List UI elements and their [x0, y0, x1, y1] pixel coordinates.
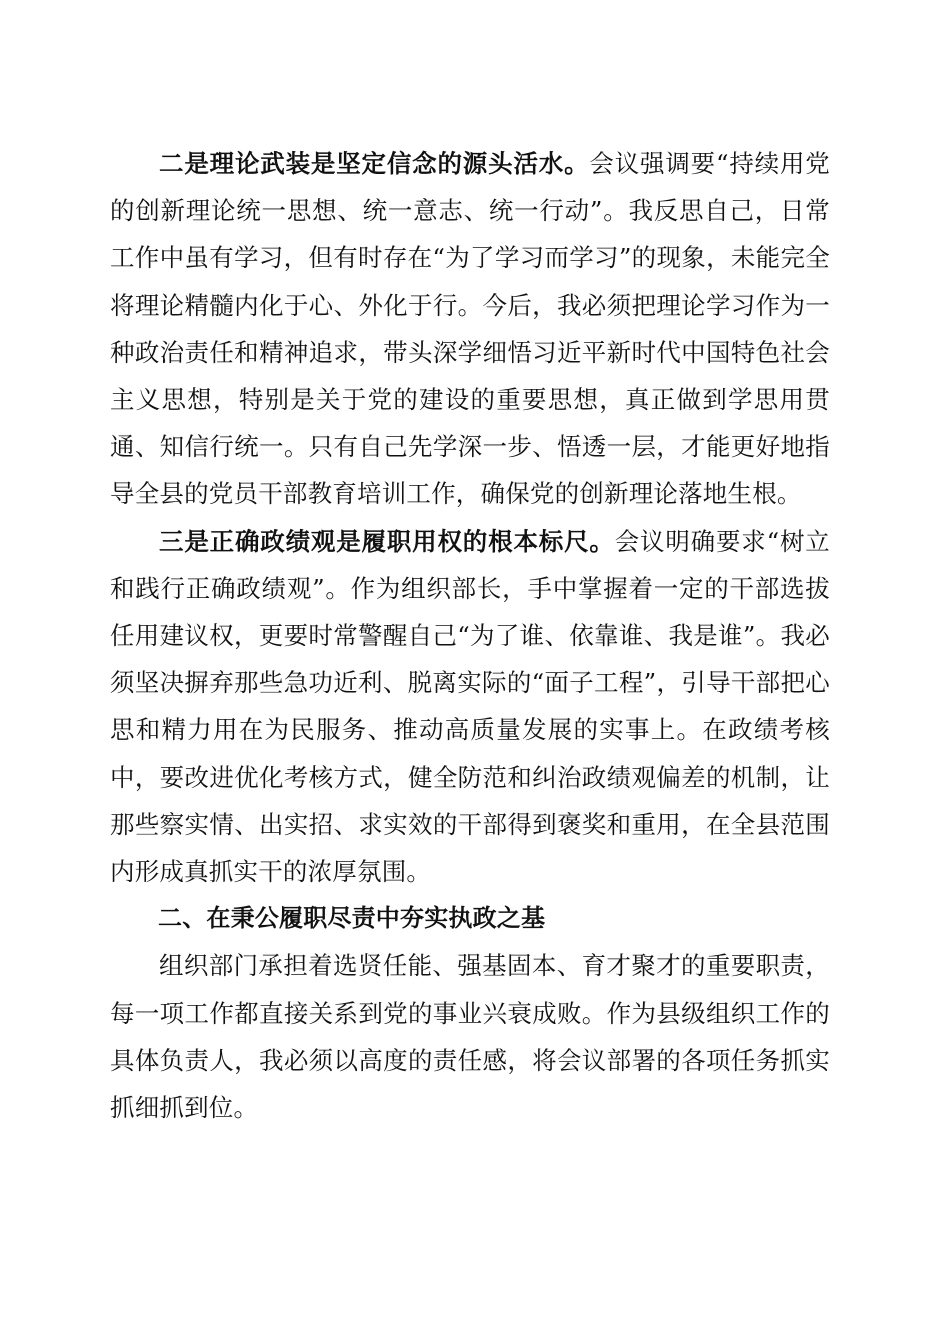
- paragraph-closing: 组织部门承担着选贤任能、强基固本、育才聚才的重要职责，每一项工作都直接关系到党的事业兴衰成败。作为县级组织工作的具体负责人，我必须以高度的责任感，将会议部署的各项任务抓实抓细抓到位。: [110, 951, 830, 1123]
- document-page: [110, 140, 830, 1131]
- paragraph-lead: 三是正确政绩观是履职用权的根本标尺。: [159, 526, 615, 556]
- paragraph-body: 会议强调要“持续用党的创新理论统一思想、统一意志、统一行动”。我反思自己，日常工作中虽有学习，但有时存在“为了学习而学习”的现象，未能完全将理论精髓内化于心、外化于行。今后，我必须把理论学习作为一种政治责任和精神追求，带头深学细悟习近平新时代中国特色社会主义思想，特别是关于党的建设的重要思想，真正做到学思用贯通、知信行统一。只有自己先学深一步、悟透一层，才能更好地指导全县的党员干部教育培训工作，确保党的创新理论落地生根。: [110, 149, 830, 509]
- section-heading: 二、在秉公履职尽责中夯实执政之基: [158, 904, 546, 933]
- paragraph-theory: [110, 140, 830, 518]
- paragraph-body: 会议明确要求“树立和践行正确政绩观”。作为组织部长，手中掌握着一定的干部选拔任用建议权，更要时常警醒自己“为了谁、依靠谁、我是谁”。我必须坚决摒弃那些急功近利、脱离实际的“面子工程”，引导干部把心思和精力用在为民服务、推动高质量发展的实事上。在政绩考核中，要改进优化考核方式，健全防范和纠治政绩观偏差的机制，让那些察实情、出实招、求实效的干部得到褒奖和重用，在全县范围内形成真抓实干的浓厚氛围。: [110, 526, 830, 887]
- paragraph-lead: 二是理论武装是坚定信念的源头活水。: [159, 149, 590, 178]
- paragraph-performance-view: [110, 518, 830, 896]
